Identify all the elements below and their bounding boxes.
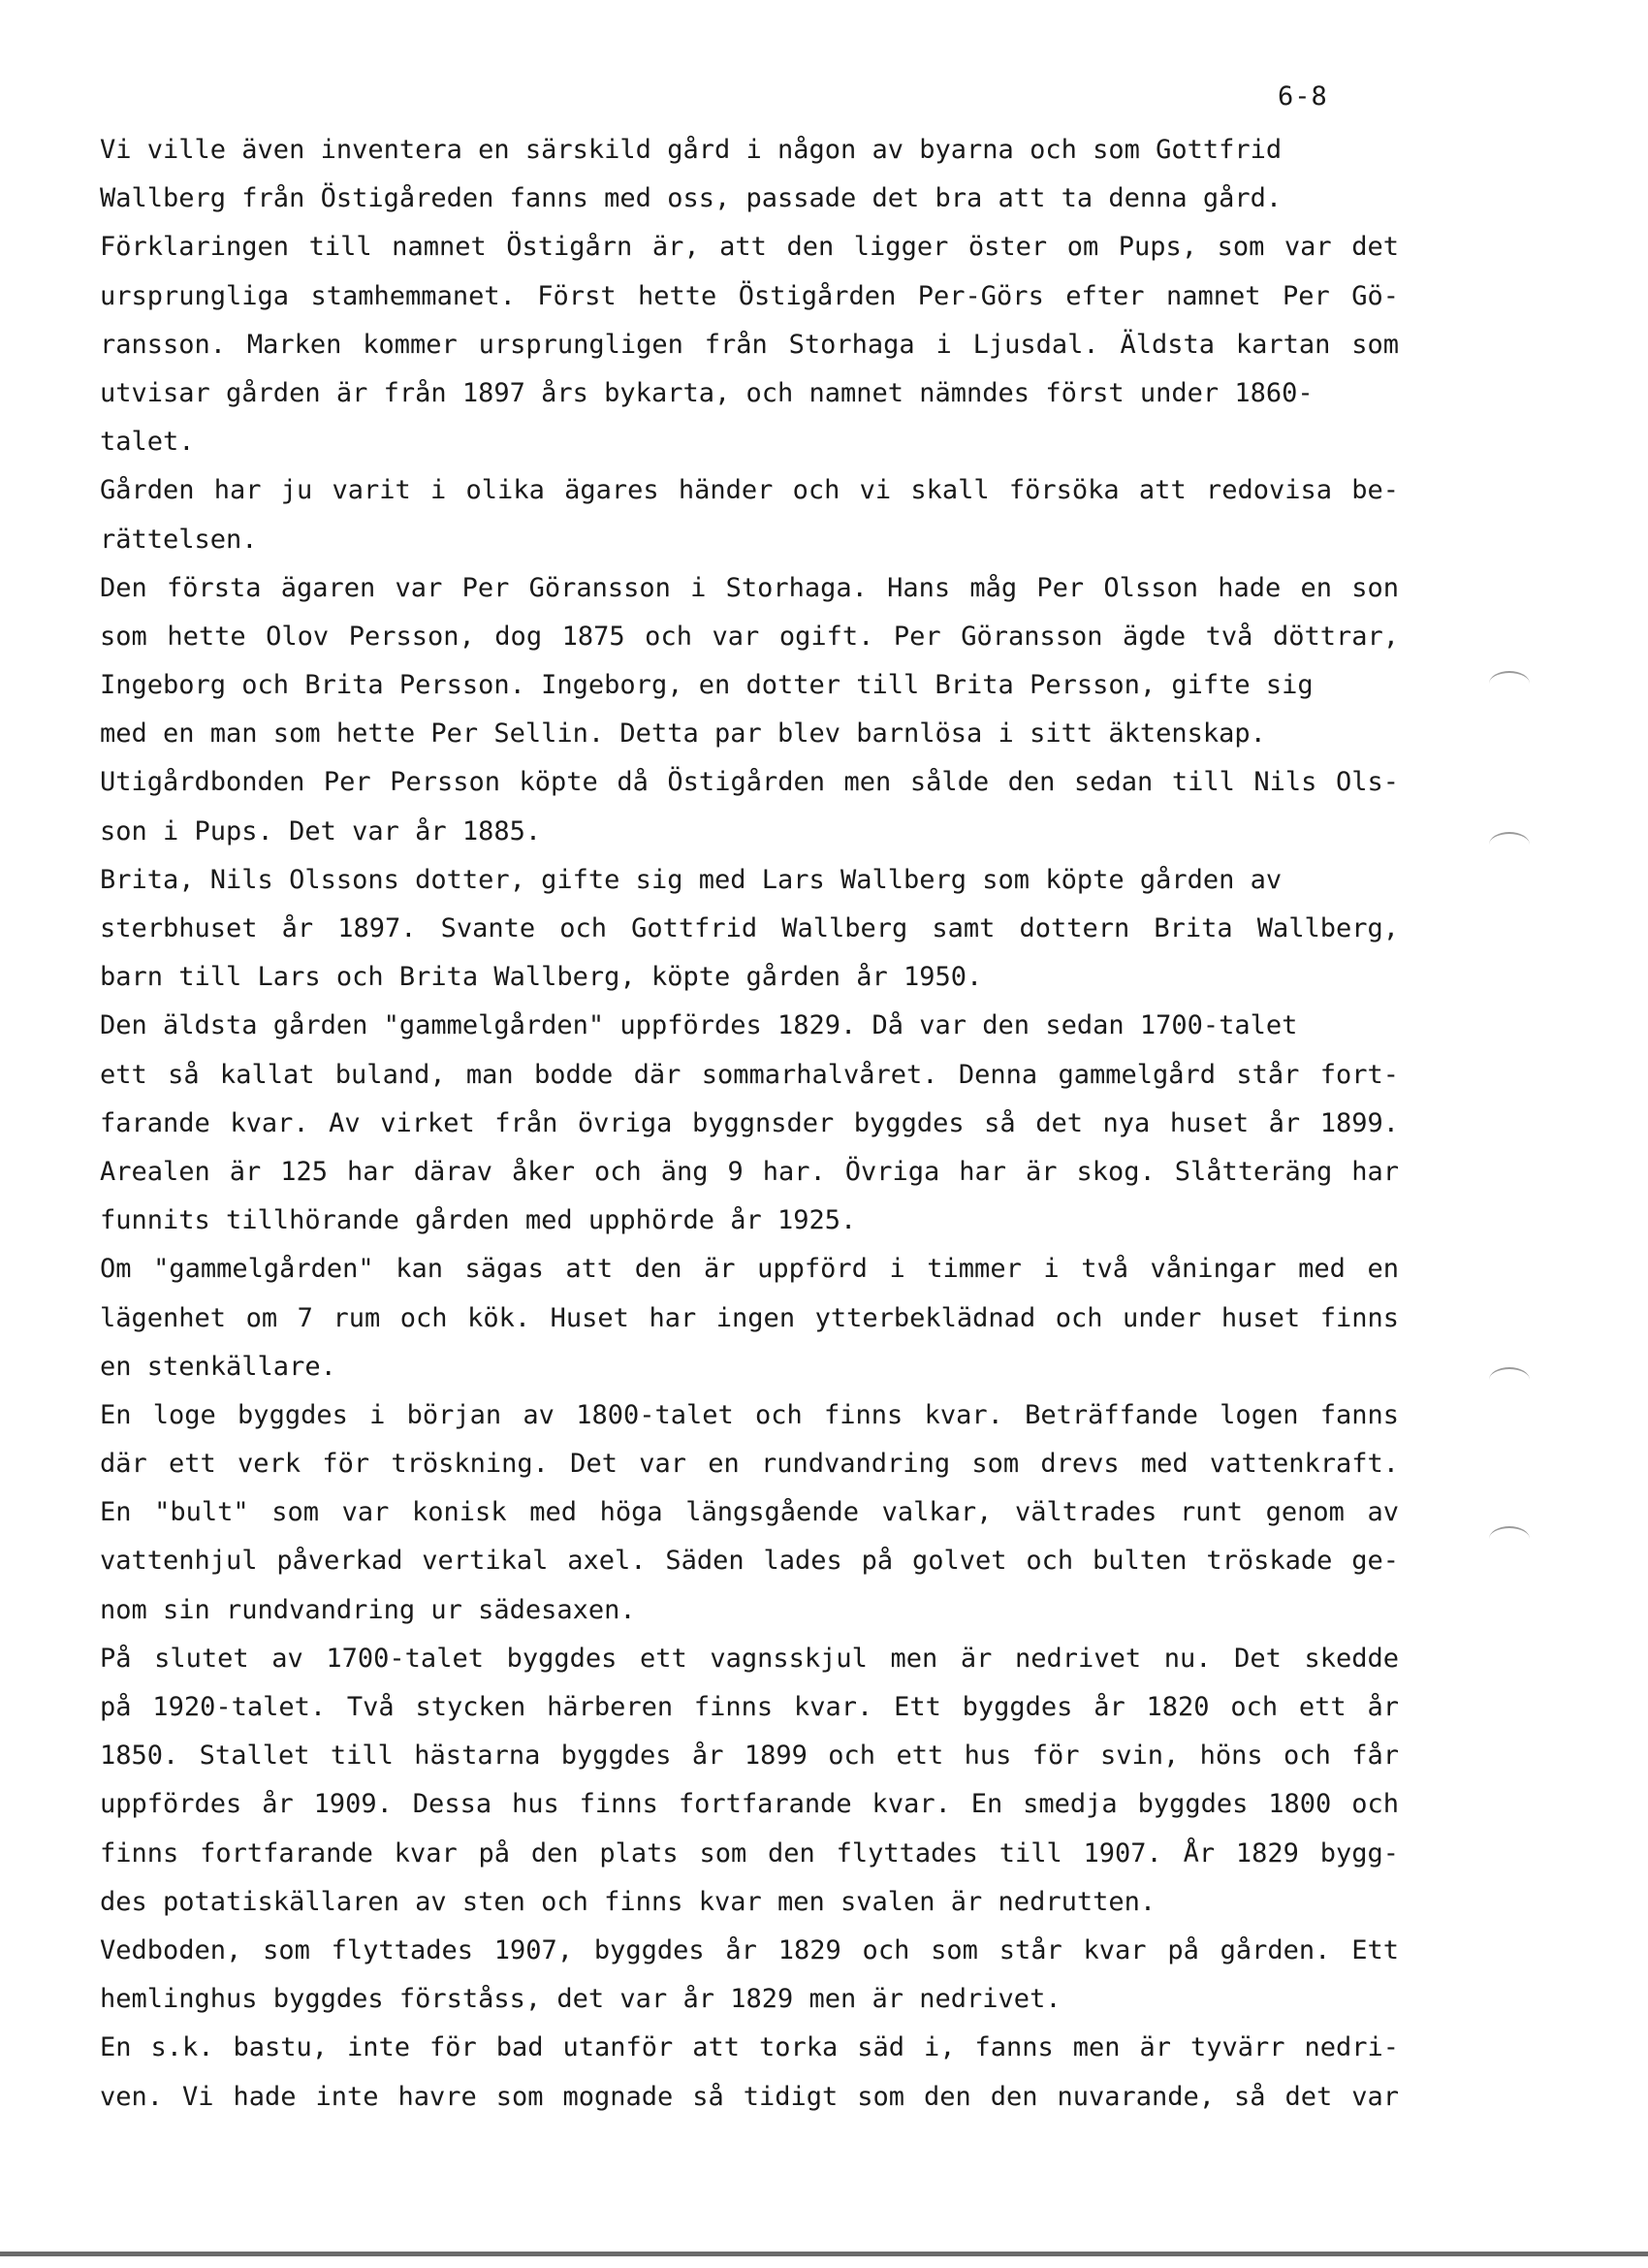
text-line: En "bult" som var konisk med höga längsgående valkar, vältrades runt genom av bbox=[100, 1497, 1399, 1528]
text-line: Om "gammelgården" kan sägas att den är uppförd i timmer i två våningar med en bbox=[100, 1254, 1399, 1285]
text-line: lägenhet om 7 rum och kök. Huset har ingen ytterbeklädnad och under huset finns bbox=[100, 1302, 1399, 1333]
binder-hole-mark bbox=[1489, 671, 1530, 696]
text-line: Den första ägaren var Per Göransson i Storhaga. Hans måg Per Olsson hade en son bbox=[100, 572, 1399, 603]
text-line: Vi ville även inventera en särskild gård i någon av byarna och som Gottfrid bbox=[100, 135, 1283, 165]
text-line: utvisar gården är från 1897 års bykarta, och namnet nämndes först under 1860- bbox=[100, 377, 1314, 408]
text-line: nom sin rundvandring ur sädesaxen. bbox=[100, 1594, 636, 1625]
text-line: Brita, Nils Olssons dotter, gifte sig med Lars Wallberg som köpte gården av bbox=[100, 864, 1283, 895]
text-line: Ingeborg och Brita Persson. Ingeborg, en dotter till Brita Persson, gifte sig bbox=[100, 670, 1314, 701]
text-line: som hette Olov Persson, dog 1875 och var ogift. Per Göransson ägde två döttrar, bbox=[100, 621, 1399, 652]
text-line: sterbhuset år 1897. Svante och Gottfrid Wallberg samt dottern Brita Wallberg, bbox=[100, 913, 1399, 943]
text-line: ursprungliga stamhemmanet. Först hette Östigården Per-Görs efter namnet Per Gö- bbox=[100, 280, 1399, 311]
text-line: På slutet av 1700-talet byggdes ett vagnsskjul men är nedrivet nu. Det skedde bbox=[100, 1643, 1399, 1674]
page-number: 6-8 bbox=[1278, 81, 1328, 112]
text-line: talet. bbox=[100, 427, 195, 458]
text-line: Gården har ju varit i olika ägares händer och vi skall försöka att redovisa be- bbox=[100, 475, 1399, 506]
text-line: Den äldsta gården "gammelgården" uppfördes 1829. Då var den sedan 1700-talet bbox=[100, 1010, 1298, 1041]
text-line: Förklaringen till namnet Östigårn är, att den ligger öster om Pups, som var det bbox=[100, 232, 1399, 263]
text-line: des potatiskällaren av sten och finns kvar men svalen är nedrutten. bbox=[100, 1886, 1157, 1917]
text-line: finns fortfarande kvar på den plats som den flyttades till 1907. År 1829 bygg- bbox=[100, 1837, 1399, 1869]
binder-hole-mark bbox=[1489, 1526, 1530, 1551]
text-line: son i Pups. Det var år 1885. bbox=[100, 815, 542, 847]
text-line: barn till Lars och Brita Wallberg, köpte gården år 1950. bbox=[100, 962, 983, 993]
text-line: funnits tillhörande gården med upphörde år 1925. bbox=[100, 1205, 857, 1236]
text-line: farande kvar. Av virket från övriga byggnsder byggdes så det nya huset år 1899. bbox=[100, 1107, 1399, 1138]
text-line: ven. Vi hade inte havre som mognade så tidigt som den den nuvarande, så det var bbox=[100, 2081, 1399, 2112]
text-line: med en man som hette Per Sellin. Detta par blev barnlösa i sitt äktenskap. bbox=[100, 719, 1266, 750]
text-line: En s.k. bastu, inte för bad utanför att torka säd i, fanns men är tyvärr nedri- bbox=[100, 2032, 1399, 2063]
binder-hole-mark bbox=[1489, 832, 1530, 857]
text-line: Arealen är 125 har därav åker och äng 9 har. Övriga har är skog. Slåtteräng har bbox=[100, 1156, 1399, 1187]
text-line: En loge byggdes i början av 1800-talet och finns kvar. Beträffande logen fanns bbox=[100, 1399, 1399, 1430]
scan-edge-rule bbox=[0, 2252, 1648, 2256]
text-line: Vedboden, som flyttades 1907, byggdes år 1829 och som står kvar på gården. Ett bbox=[100, 1934, 1399, 1965]
text-line: Wallberg från Östigåreden fanns med oss, passade det bra att ta denna gård. bbox=[100, 183, 1283, 214]
document-text bbox=[100, 126, 1399, 2122]
text-line: ransson. Marken kommer ursprungligen från Storhaga i Ljusdal. Äldsta kartan som bbox=[100, 329, 1399, 360]
text-line: på 1920-talet. Två stycken härberen finns kvar. Ett byggdes år 1820 och ett år bbox=[100, 1692, 1399, 1722]
text-line: Utigårdbonden Per Persson köpte då Östigården men sålde den sedan till Nils Ols- bbox=[100, 767, 1399, 798]
text-line: 1850. Stallet till hästarna byggdes år 1899 och ett hus för svin, höns och får bbox=[100, 1741, 1399, 1772]
binder-hole-mark bbox=[1489, 1367, 1530, 1392]
text-line: vattenhjul påverkad vertikal axel. Säden lades på golvet och bulten tröskade ge- bbox=[100, 1546, 1399, 1577]
text-line: hemlinghus byggdes förståss, det var år 1829 men är nedrivet. bbox=[100, 1984, 1062, 2015]
text-line: där ett verk för tröskning. Det var en rundvandring som drevs med vattenkraft. bbox=[100, 1449, 1399, 1480]
text-line: en stenkällare. bbox=[100, 1351, 336, 1382]
text-line: uppfördes år 1909. Dessa hus finns fortfarande kvar. En smedja byggdes 1800 och bbox=[100, 1789, 1399, 1820]
text-line: ett så kallat buland, man bodde där sommarhalvåret. Denna gammelgård står fort- bbox=[100, 1059, 1399, 1090]
text-line: rättelsen. bbox=[100, 524, 258, 555]
